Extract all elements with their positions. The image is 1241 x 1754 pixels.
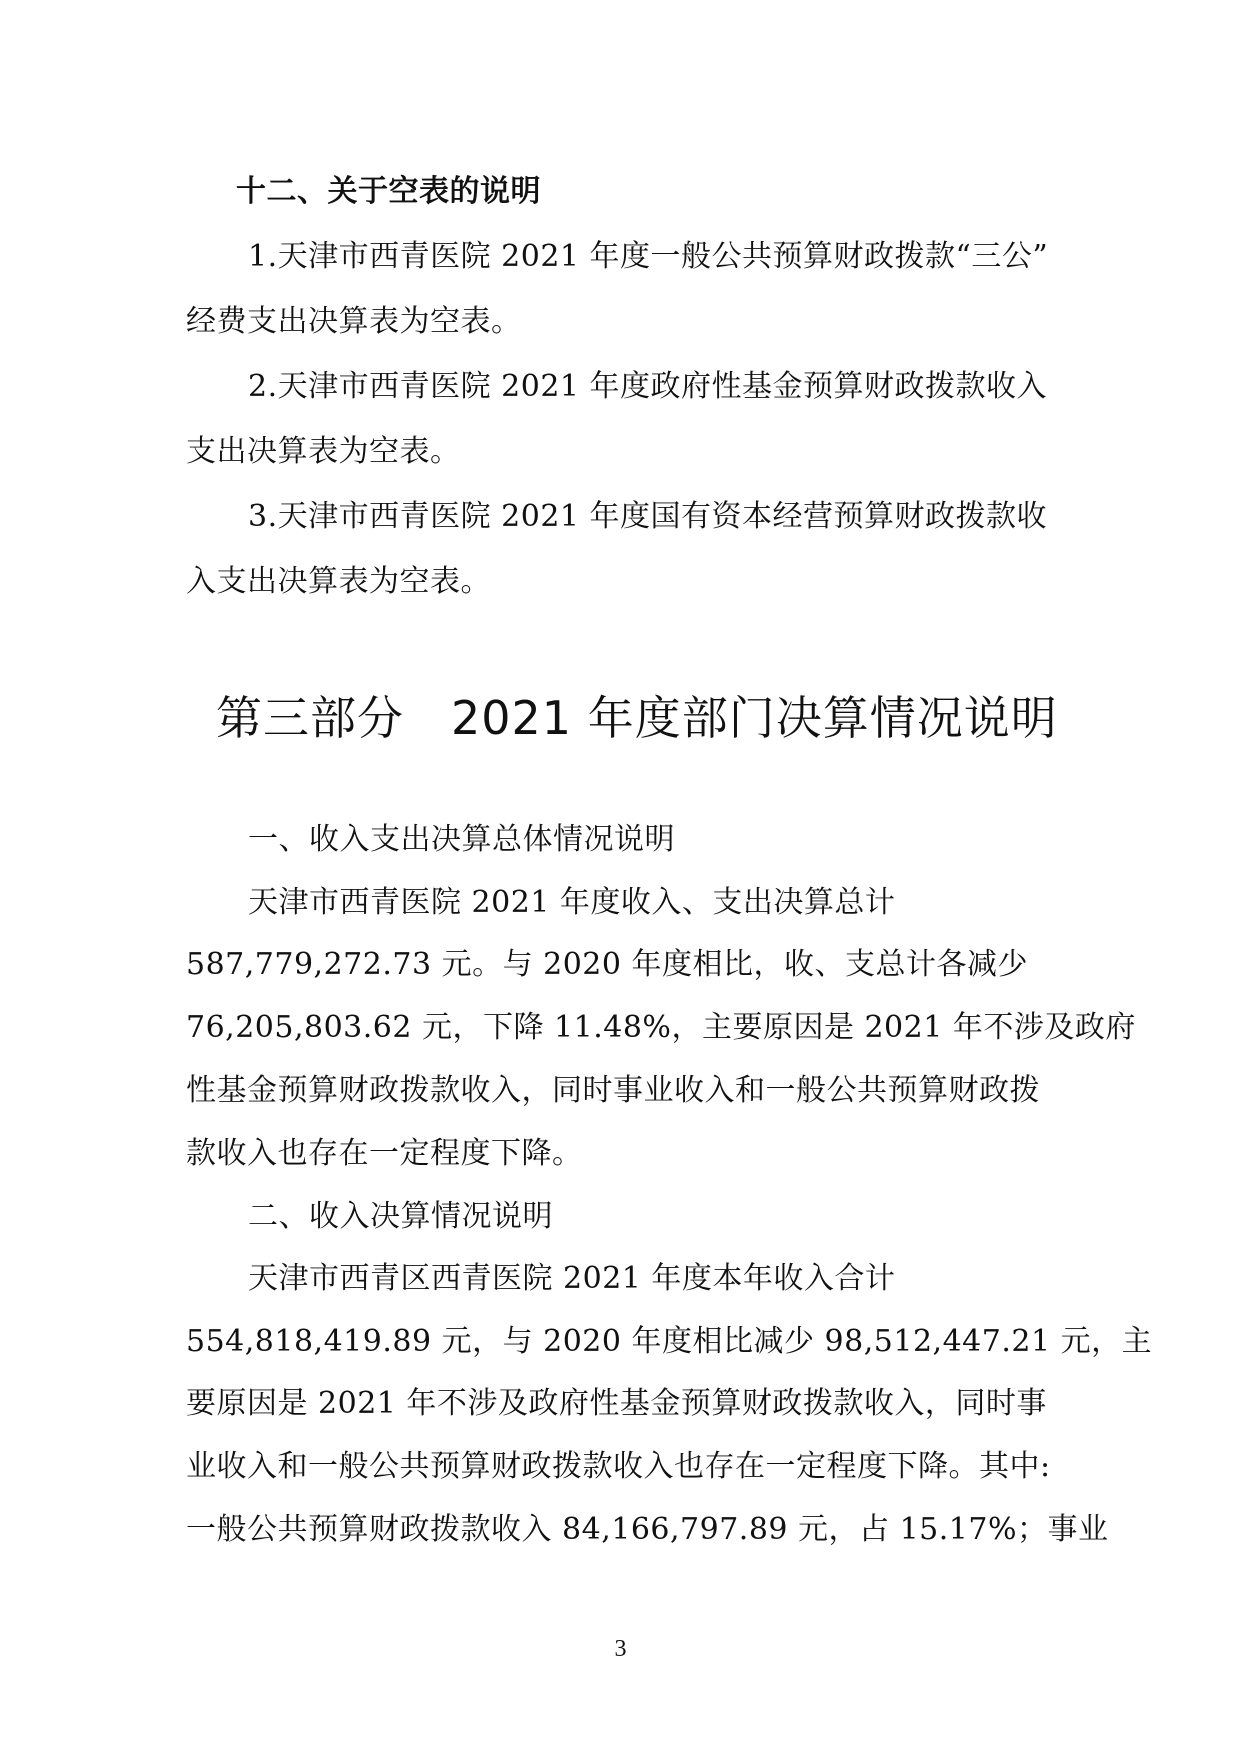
section-twelve-item2-line2: 支出决算表为空表。 bbox=[186, 434, 461, 469]
section-two-line: 554,818,419.89 元，与 2020 年度相比减少 98,512,447.21 元，主 bbox=[186, 1324, 1153, 1359]
section-twelve-item3-line1: 3.天津市西青医院 2021 年度国有资本经营预算财政拨款收 bbox=[248, 499, 1048, 534]
section-two-title: 二、收入决算情况说明 bbox=[248, 1199, 553, 1234]
section-twelve-item2-line1: 2.天津市西青医院 2021 年度政府性基金预算财政拨款收入 bbox=[248, 369, 1048, 404]
page-number: 3 bbox=[614, 1636, 627, 1662]
section-two-line: 一般公共预算财政拨款收入 84,166,797.89 元，占 15.17%；事业 bbox=[186, 1512, 1109, 1547]
section-twelve-item1-line1: 1.天津市西青医院 2021 年度一般公共预算财政拨款“三公” bbox=[248, 239, 1049, 274]
part-three-heading: 第三部分 2021 年度部门决算情况说明 bbox=[216, 691, 1058, 745]
section-one-line: 性基金预算财政拨款收入，同时事业收入和一般公共预算财政拨 bbox=[186, 1073, 1040, 1108]
section-one-line: 天津市西青医院 2021 年度收入、支出决算总计 bbox=[248, 885, 896, 920]
section-two-line: 要原因是 2021 年不涉及政府性基金预算财政拨款收入，同时事 bbox=[186, 1386, 1047, 1421]
section-two-line: 天津市西青区西青医院 2021 年度本年收入合计 bbox=[248, 1261, 896, 1296]
section-one-line: 587,779,272.73 元。与 2020 年度相比，收、支总计各减少 bbox=[186, 947, 1029, 982]
section-twelve-item1-line2: 经费支出决算表为空表。 bbox=[186, 304, 522, 339]
section-two-line: 业收入和一般公共预算财政拨款收入也存在一定程度下降。其中: bbox=[186, 1449, 1051, 1484]
section-twelve-title: 十二、关于空表的说明 bbox=[236, 174, 541, 209]
section-one-title: 一、收入支出决算总体情况说明 bbox=[248, 822, 675, 857]
section-one-line: 款收入也存在一定程度下降。 bbox=[186, 1136, 583, 1171]
section-twelve-item3-line2: 入支出决算表为空表。 bbox=[186, 564, 491, 599]
section-one-line: 76,205,803.62 元，下降 11.48%，主要原因是 2021 年不涉及政府 bbox=[186, 1010, 1136, 1045]
